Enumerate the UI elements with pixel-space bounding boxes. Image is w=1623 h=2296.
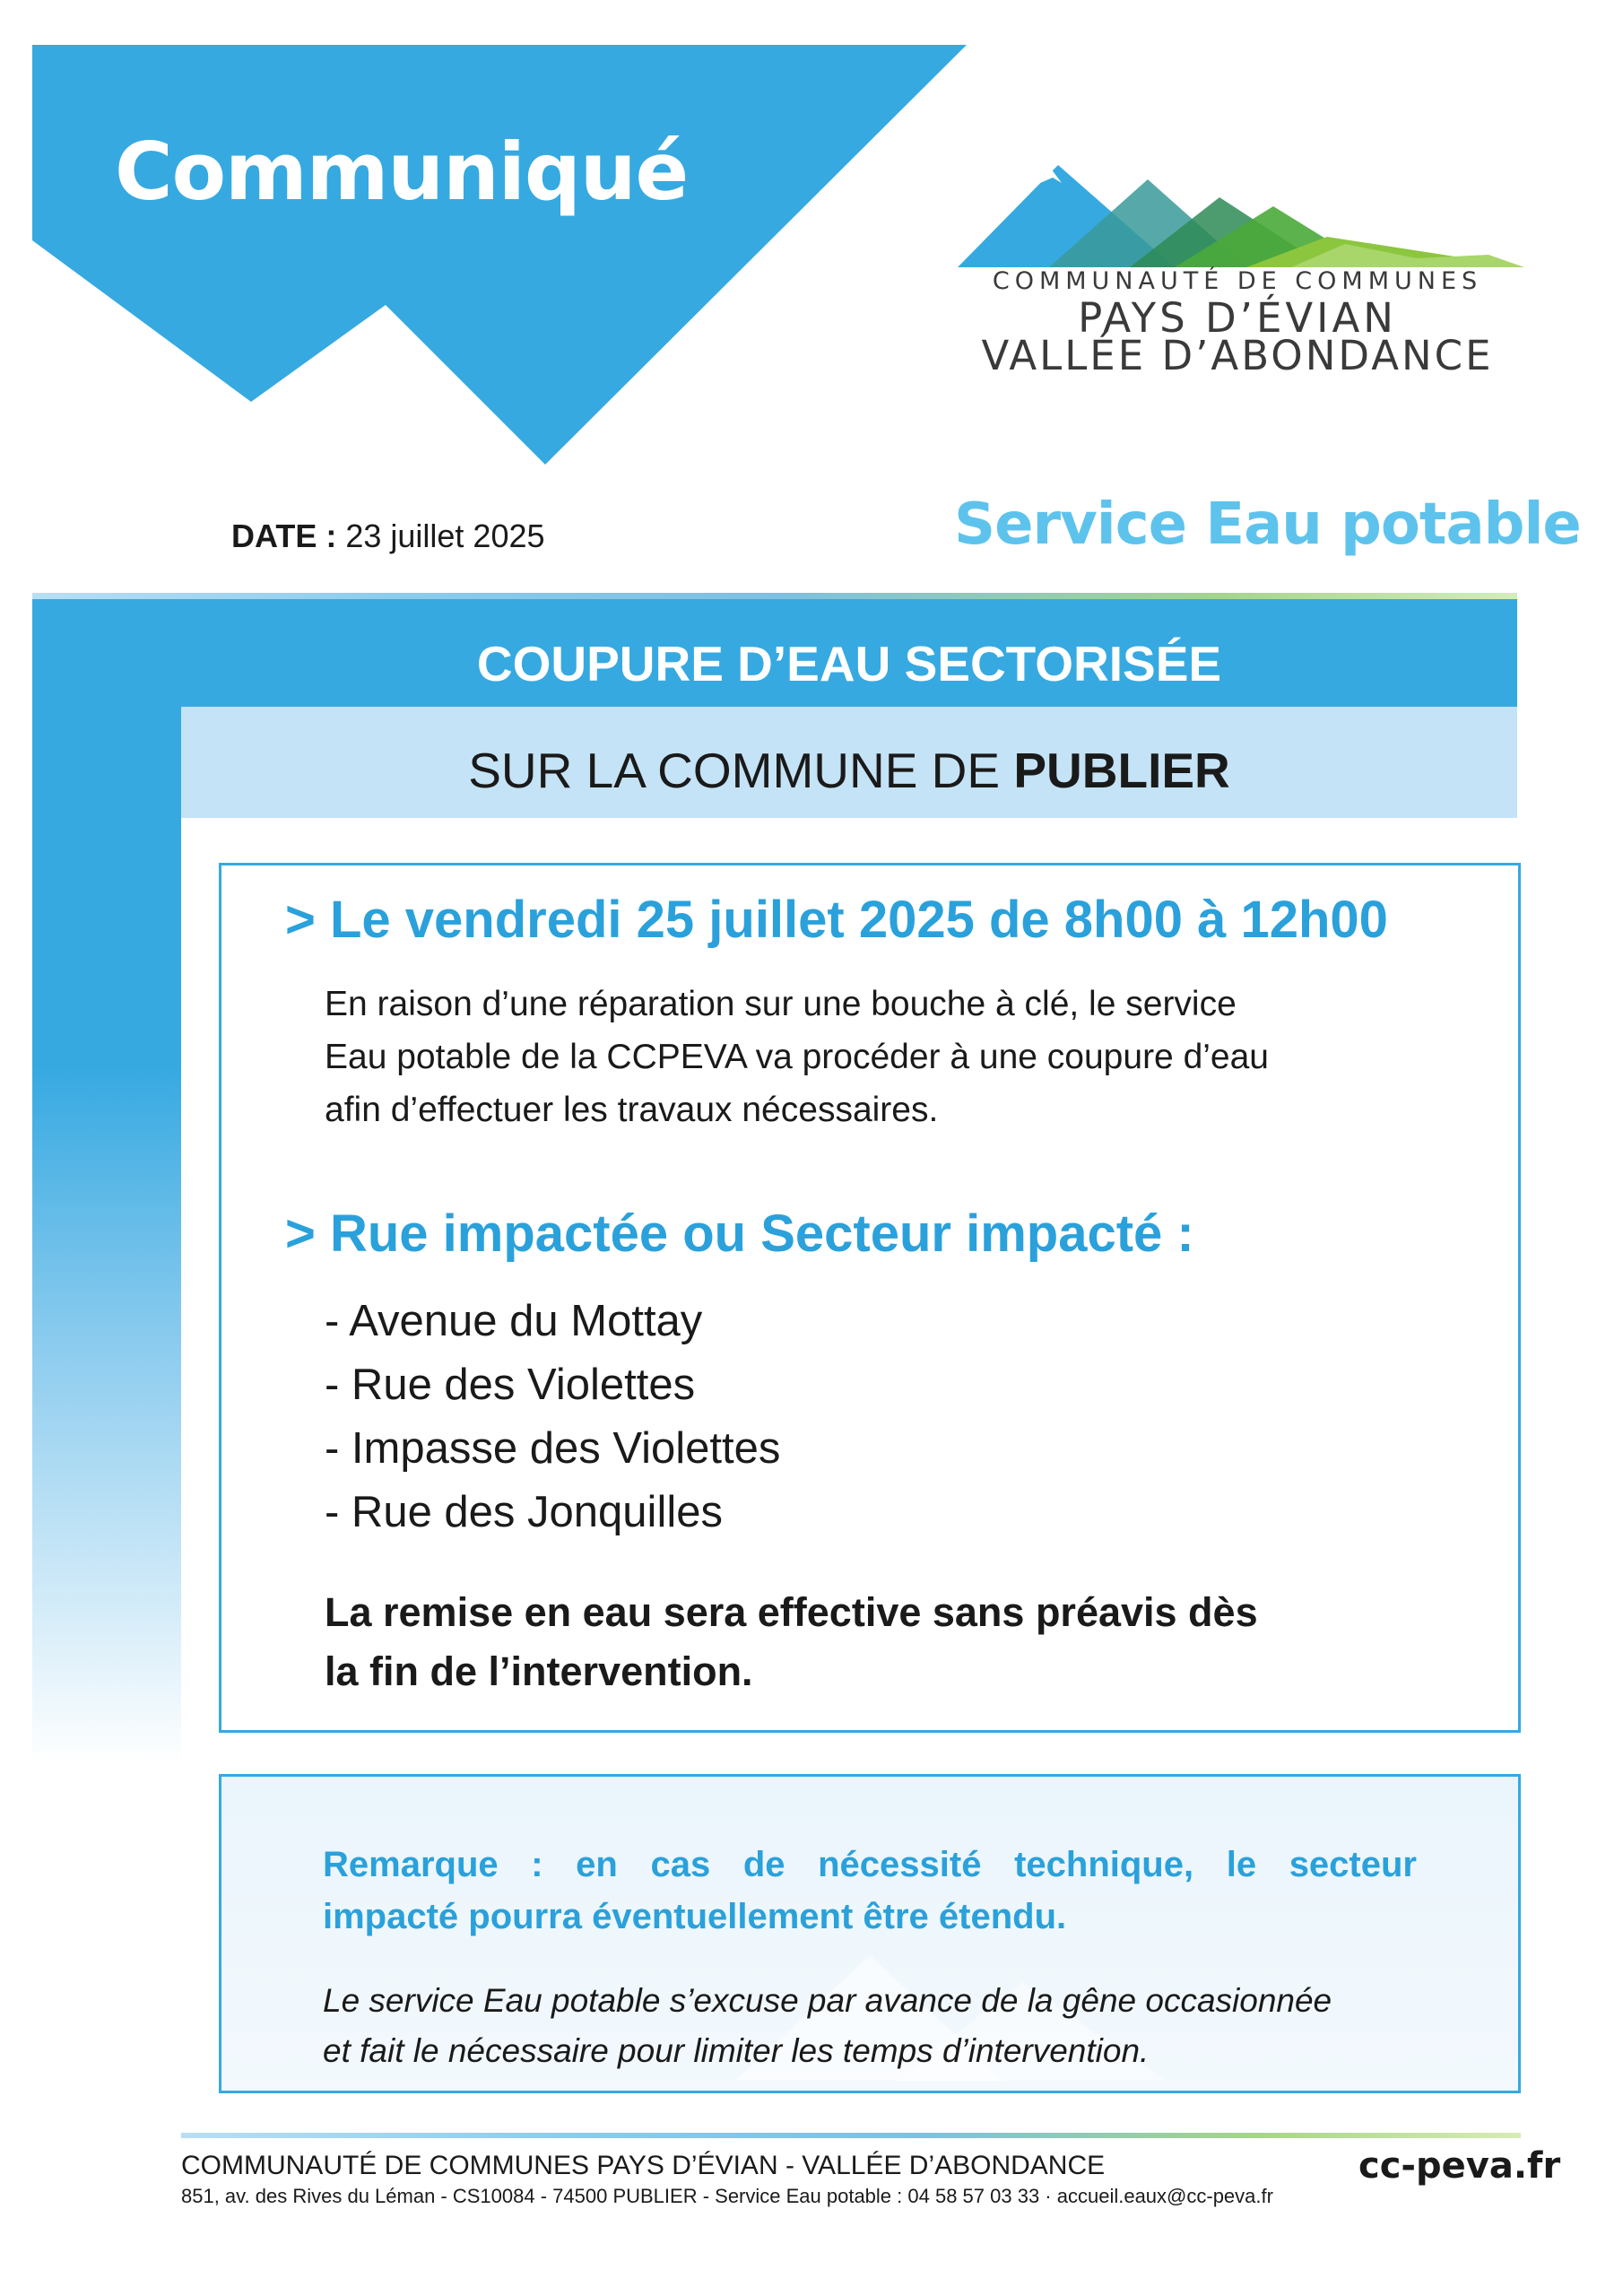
notice-paragraph <box>325 978 1401 1136</box>
street-item: - Impasse des Violettes <box>325 1424 781 1473</box>
footer-organization: COMMUNAUTÉ DE COMMUNES PAYS D’ÉVIAN - VALLÉE D’ABONDANCE <box>181 2151 1106 2180</box>
date-label: DATE : <box>231 517 337 554</box>
street-item: - Rue des Jonquilles <box>325 1488 723 1536</box>
logo-line-2: PAYS D’ÉVIAN <box>1078 294 1397 342</box>
mountains-logo-icon <box>950 161 1524 269</box>
sector-heading: > Rue impactée ou Secteur impacté : <box>285 1205 1194 1263</box>
subtitle-commune: PUBLIER <box>1013 743 1230 798</box>
remark-text <box>323 1839 1417 1943</box>
logo-line-1: COMMUNAUTÉ DE COMMUNES <box>992 267 1483 295</box>
paragraph-line: afin d’effectuer les travaux nécessaires. <box>325 1091 939 1129</box>
street-list <box>325 1290 780 1544</box>
street-item: - Avenue du Mottay <box>325 1297 703 1345</box>
subtitle-bar-text <box>181 742 1517 799</box>
date-heading: > Le vendredi 25 juillet 2025 de 8h00 à 12h00 <box>285 891 1388 949</box>
footer-address: 851, av. des Rives du Léman - CS10084 - 74500 PUBLIER - Service Eau potable : 04 58 57 03 33 · accueil.eaux@cc-peva.fr <box>181 2185 1273 2207</box>
footer-divider <box>181 2133 1521 2138</box>
logo-line-3: VALLÉE D’ABONDANCE <box>981 332 1494 379</box>
footer-website-link[interactable]: cc-peva.fr <box>1358 2145 1561 2187</box>
paragraph-line: Eau potable de la CCPEVA va procéder à une coupure d’eau <box>325 1038 1269 1076</box>
restore-note-line: la fin de l’intervention. <box>325 1648 753 1694</box>
apology-text <box>323 1976 1435 2076</box>
title-bar-text: COUPURE D’EAU SECTORISÉE <box>476 636 1222 691</box>
date-value: 23 juillet 2025 <box>345 517 545 554</box>
top-divider <box>32 593 1517 599</box>
date-row <box>231 517 545 555</box>
left-decorative-strip <box>32 599 181 1765</box>
street-item: - Rue des Violettes <box>325 1361 696 1409</box>
ccpeva-logo <box>950 161 1524 377</box>
apology-line: Le service Eau potable s’excuse par avance de la gêne occasionnée <box>323 1982 1332 2019</box>
restore-note <box>325 1583 1258 1701</box>
service-title: Service Eau potable <box>954 491 1581 558</box>
remark-line-1: Remarque : en cas de nécessité technique, le secteur <box>323 1845 1417 1884</box>
apology-line: et fait le nécessaire pour limiter les temps d’intervention. <box>323 2032 1150 2069</box>
remark-line-2: impacté pourra éventuellement être étendu. <box>323 1897 1067 1936</box>
page-title: Communiqué <box>115 126 689 218</box>
restore-note-line: La remise en eau sera effective sans préavis dès <box>325 1589 1258 1635</box>
subtitle-prefix: SUR LA COMMUNE DE <box>468 743 1001 798</box>
paragraph-line: En raison d’une réparation sur une bouche à clé, le service <box>325 985 1237 1023</box>
